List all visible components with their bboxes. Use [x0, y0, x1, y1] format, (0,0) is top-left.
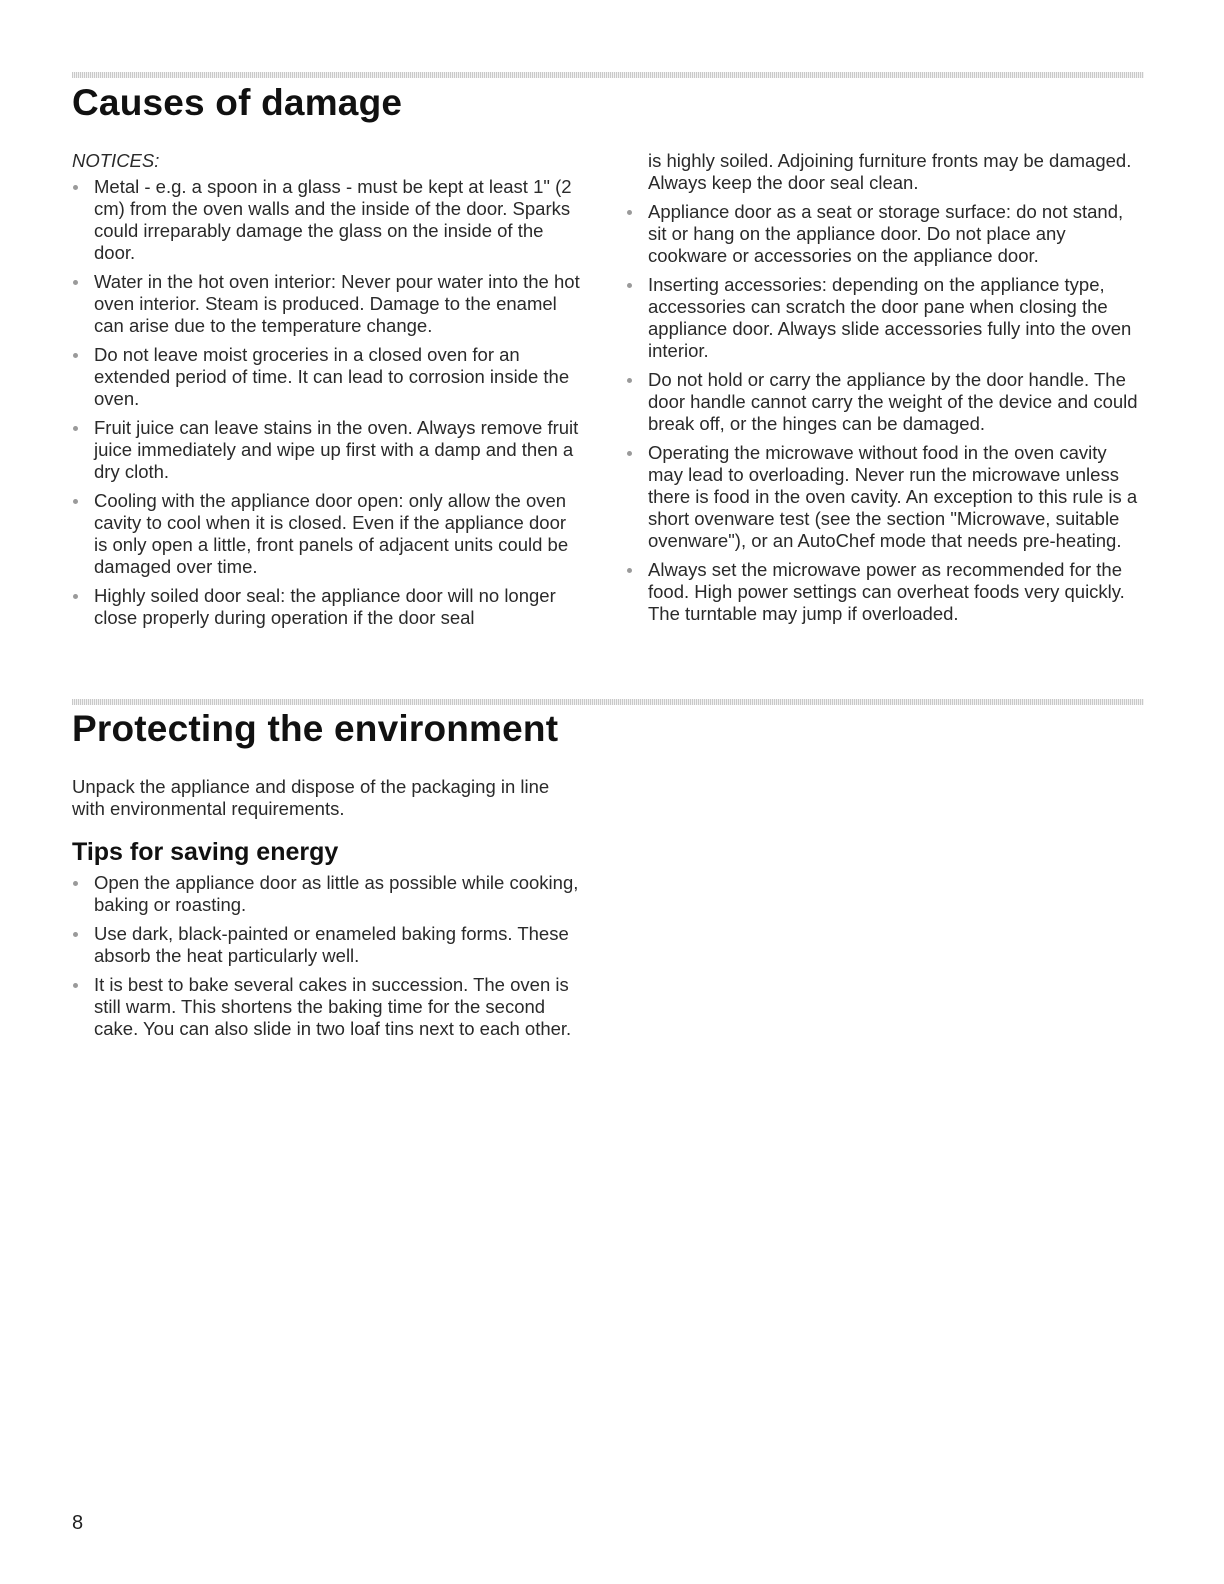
causes-right-column	[626, 150, 1138, 632]
environment-column	[72, 776, 584, 820]
list-item: Fruit juice can leave stains in the oven. Always remove fruit juice immediately and wipe up first with a damp and then a dry cloth.	[72, 417, 584, 483]
tips-column	[72, 872, 584, 1047]
list-item: Appliance door as a seat or storage surface: do not stand, sit or hang on the appliance door. Do not place any cookware or accessories on the appliance door.	[626, 201, 1138, 267]
environment-intro: Unpack the appliance and dispose of the packaging in line with environmental requirements.	[72, 776, 550, 819]
section-divider-top	[72, 72, 1144, 78]
list-item: Highly soiled door seal: the appliance door will no longer close properly during operation if the door seal	[72, 585, 584, 629]
list-item: Operating the microwave without food in the oven cavity may lead to overloading. Never run the microwave unless there is food in the oven cavity. An exception to this rule is a short ovenware test (see the section "Microwave, suitable ovenware"), or an AutoChef mode that needs pre-heating.	[626, 442, 1138, 552]
causes-left-column	[72, 150, 584, 636]
list-item: Water in the hot oven interior: Never pour water into the hot oven interior. Steam is produced. Damage to the enamel can arise due to the temperature change.	[72, 271, 584, 337]
list-item: Do not leave moist groceries in a closed oven for an extended period of time. It can lead to corrosion inside the oven.	[72, 344, 584, 410]
list-item: It is best to bake several cakes in succession. The oven is still warm. This shortens the baking time for the second cake. You can also slide in two loaf tins next to each other.	[72, 974, 584, 1040]
section-divider-middle	[72, 699, 1144, 705]
causes-left-list	[72, 176, 584, 629]
tips-heading: Tips for saving energy	[72, 838, 339, 866]
tips-list	[72, 872, 584, 1040]
list-item: Inserting accessories: depending on the appliance type, accessories can scratch the door pane when closing the appliance door. Always slide accessories fully into the oven interior.	[626, 274, 1138, 362]
continued-item-text: is highly soiled. Adjoining furniture fronts may be damaged. Always keep the door seal clean.	[648, 150, 1132, 193]
list-item: Do not hold or carry the appliance by the door handle. The door handle cannot carry the weight of the device and could break off, or the hinges can be damaged.	[626, 369, 1138, 435]
page-number: 8	[72, 1512, 84, 1534]
list-item: Open the appliance door as little as possible while cooking, baking or roasting.	[72, 872, 584, 916]
list-item: Use dark, black-painted or enameled baking forms. These absorb the heat particularly well.	[72, 923, 584, 967]
protecting-environment-heading: Protecting the environment	[72, 708, 559, 749]
causes-right-list	[626, 201, 1138, 625]
list-item: Cooling with the appliance door open: only allow the oven cavity to cool when it is closed. Even if the appliance door is only open a little, front panels of adjacent units could be damaged over time.	[72, 490, 584, 578]
notices-label: NOTICES:	[72, 150, 160, 171]
list-item: Metal - e.g. a spoon in a glass - must be kept at least 1" (2 cm) from the oven walls and the inside of the door. Sparks could irreparably damage the glass on the inside of the door.	[72, 176, 584, 264]
list-item: Always set the microwave power as recommended for the food. High power settings can overheat foods very quickly. The turntable may jump if overloaded.	[626, 559, 1138, 625]
causes-of-damage-heading: Causes of damage	[72, 82, 403, 123]
